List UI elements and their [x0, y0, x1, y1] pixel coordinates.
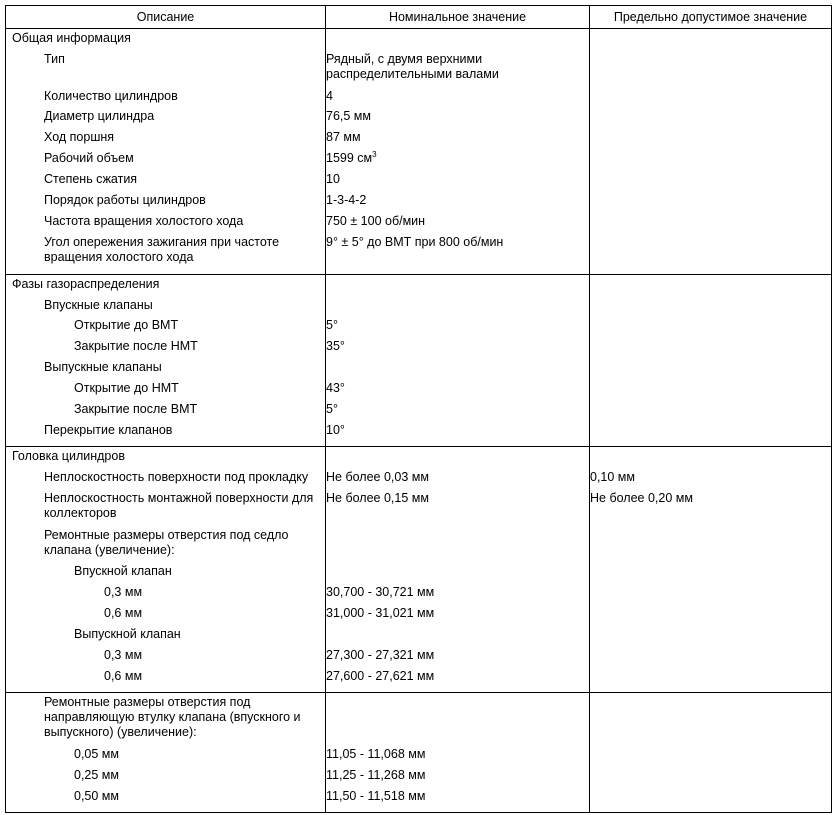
description-text: Частота вращения холостого хода: [44, 213, 244, 228]
nominal-value-text: [326, 379, 589, 399]
nominal-value-text: [326, 766, 589, 786]
limit-value-cell: [590, 421, 832, 447]
nominal-value-cell: [326, 233, 590, 274]
nominal-value-cell: [326, 421, 590, 447]
nominal-value-text: [326, 526, 589, 531]
table-row: [6, 604, 832, 625]
nominal-value: 5°: [326, 402, 338, 417]
description-cell: [6, 50, 326, 87]
description-text: Ремонтные размеры отверстия под направляющую втулку клапана (впускного и выпускного) (увеличение):: [44, 694, 301, 739]
header-description: Описание: [6, 6, 326, 29]
description-text: 0,6 мм: [104, 668, 143, 683]
nominal-value-cell: [326, 274, 590, 295]
description-text: Впускные клапаны: [44, 297, 153, 312]
nominal-value-cell: [326, 107, 590, 128]
nominal-value-cell: [326, 562, 590, 583]
description-text: Перекрытие клапанов: [44, 422, 173, 437]
description-cell: [6, 128, 326, 149]
table-row: [6, 692, 832, 745]
description-text: Тип: [44, 51, 65, 66]
nominal-value-text: [326, 667, 589, 687]
limit-value-text: [590, 233, 831, 238]
nominal-value-text: [326, 604, 589, 624]
table-row: [6, 358, 832, 379]
limit-value-text: [590, 447, 831, 452]
nominal-value-text: [326, 468, 589, 488]
table-section: [6, 29, 832, 275]
nominal-value-text: [326, 275, 589, 280]
nominal-value: 27,300 - 27,321 мм: [326, 647, 435, 662]
description-text: Выпускные клапаны: [44, 360, 162, 375]
nominal-value-cell: [326, 745, 590, 766]
spec-table: [5, 5, 832, 813]
nominal-value-cell: [326, 489, 590, 526]
table-row: [6, 191, 832, 212]
nominal-value-cell: [326, 604, 590, 625]
description-cell: [6, 379, 326, 400]
nominal-value-cell: [326, 358, 590, 379]
description-cell: [6, 667, 326, 693]
description-cell: [6, 107, 326, 128]
description-text: Открытие до НМТ: [74, 381, 179, 396]
nominal-value-cell: [326, 526, 590, 563]
description-cell: [6, 468, 326, 489]
nominal-value-text: [326, 87, 589, 107]
table-row: [6, 337, 832, 358]
description-cell: [6, 489, 326, 526]
limit-value-text: [590, 191, 831, 196]
table-row: [6, 667, 832, 693]
table-row: [6, 583, 832, 604]
nominal-value-text: [326, 787, 589, 807]
limit-value-text: Не более 0,20 мм: [590, 490, 693, 505]
description-cell: [6, 337, 326, 358]
description-cell: [6, 646, 326, 667]
table-row: [6, 400, 832, 421]
limit-value-cell: [590, 692, 832, 745]
nominal-value-text: [326, 358, 589, 363]
description-text: Неплоскостность монтажной поверхности для коллекторов: [44, 490, 314, 520]
description-text: Впускной клапан: [74, 564, 172, 579]
limit-value-text: [590, 400, 831, 405]
nominal-value-text: [326, 316, 589, 336]
nominal-value: 43°: [326, 381, 345, 396]
table-row: [6, 149, 832, 170]
limit-value-text: [590, 212, 831, 217]
limit-value-cell: [590, 358, 832, 379]
description-text: Угол опережения зажигания при частоте вращения холостого хода: [44, 234, 280, 264]
description-cell: [6, 745, 326, 766]
limit-value-text: [590, 526, 831, 531]
limit-value-cell: [590, 667, 832, 693]
nominal-value: 9° ± 5° до ВМТ при 800 об/мин: [326, 234, 504, 249]
limit-value-text: [590, 275, 831, 280]
nominal-value-text: [326, 745, 589, 765]
limit-value-text: [590, 646, 831, 651]
limit-value-text: [590, 379, 831, 384]
limit-value-text: [590, 693, 831, 698]
limit-value-text: [590, 170, 831, 175]
limit-value-cell: [590, 468, 832, 489]
description-cell: [6, 604, 326, 625]
nominal-value-text: [326, 170, 589, 190]
nominal-value: 31,000 - 31,021 мм: [326, 605, 435, 620]
limit-value-cell: [590, 170, 832, 191]
description-text: 0,50 мм: [74, 788, 119, 803]
description-cell: [6, 526, 326, 563]
limit-value-text: [590, 667, 831, 672]
description-text: Рабочий объем: [44, 151, 134, 166]
limit-value-cell: [590, 766, 832, 787]
nominal-value-text: [326, 296, 589, 301]
description-cell: [6, 233, 326, 274]
description-text: Ремонтные размеры отверстия под седло клапана (увеличение):: [44, 527, 289, 557]
description-text: Количество цилиндров: [44, 88, 178, 103]
limit-value-cell: [590, 337, 832, 358]
description-cell: [6, 787, 326, 813]
limit-value-cell: [590, 107, 832, 128]
nominal-value-cell: [326, 128, 590, 149]
nominal-value: 1-3-4-2: [326, 192, 367, 207]
nominal-value: 4: [326, 88, 333, 103]
limit-value-text: [590, 128, 831, 133]
limit-value-text: [590, 604, 831, 609]
nominal-value-cell: [326, 191, 590, 212]
limit-value-text: [590, 50, 831, 55]
limit-value-cell: [590, 489, 832, 526]
nominal-value: 35°: [326, 339, 345, 354]
description-cell: [6, 149, 326, 170]
limit-value-text: [590, 358, 831, 363]
limit-value-cell: [590, 583, 832, 604]
nominal-value-cell: [326, 787, 590, 813]
table-row: [6, 489, 832, 526]
table-row: [6, 526, 832, 563]
nominal-value: 11,05 - 11,068 мм: [326, 747, 426, 762]
description-cell: [6, 212, 326, 233]
nominal-value: Не более 0,15 мм: [326, 490, 429, 505]
description-cell: [6, 191, 326, 212]
header-limit: Предельно допустимое значение: [590, 6, 832, 29]
description-cell: [6, 692, 326, 745]
description-cell: [6, 87, 326, 108]
nominal-value: 76,5 мм: [326, 109, 371, 124]
description-cell: [6, 766, 326, 787]
table-row: [6, 468, 832, 489]
description-cell: [6, 29, 326, 50]
description-cell: [6, 400, 326, 421]
table-row: [6, 562, 832, 583]
limit-value-cell: [590, 562, 832, 583]
limit-value-cell: [590, 604, 832, 625]
description-text: Порядок работы цилиндров: [44, 192, 206, 207]
description-cell: [6, 421, 326, 447]
limit-value-text: [590, 316, 831, 321]
nominal-value: Не более 0,03 мм: [326, 470, 429, 485]
nominal-value-text: [326, 693, 589, 698]
limit-value-cell: [590, 400, 832, 421]
limit-value-text: [590, 421, 831, 426]
nominal-value-cell: [326, 667, 590, 693]
table-row: [6, 787, 832, 813]
nominal-value-cell: [326, 583, 590, 604]
limit-value-cell: [590, 296, 832, 317]
nominal-value-text: [326, 583, 589, 603]
limit-value-text: [590, 296, 831, 301]
limit-value-text: [590, 562, 831, 567]
table-row: [6, 87, 832, 108]
nominal-value-text: [326, 191, 589, 211]
nominal-value-text: [326, 233, 589, 253]
nominal-value-text: [326, 29, 589, 34]
nominal-value-text: [326, 646, 589, 666]
description-text: 0,25 мм: [74, 767, 119, 782]
description-text: 0,05 мм: [74, 747, 119, 762]
table-row: [6, 625, 832, 646]
table-section: [6, 274, 832, 446]
limit-value-cell: [590, 646, 832, 667]
nominal-value-cell: [326, 692, 590, 745]
limit-value-text: [590, 766, 831, 771]
description-cell: [6, 316, 326, 337]
nominal-value-cell: [326, 149, 590, 170]
limit-value-cell: [590, 316, 832, 337]
limit-value-text: 0,10 мм: [590, 470, 635, 485]
description-cell: [6, 358, 326, 379]
table-row: [6, 316, 832, 337]
description-text: 0,6 мм: [104, 605, 143, 620]
nominal-value-text: [326, 421, 589, 441]
nominal-value: Рядный, с двумя верхними распределительными валами: [326, 51, 499, 81]
nominal-value-cell: [326, 646, 590, 667]
description-text: Открытие до ВМТ: [74, 318, 179, 333]
limit-value-cell: [590, 625, 832, 646]
limit-value-cell: [590, 233, 832, 274]
description-text: Диаметр цилиндра: [44, 109, 155, 124]
nominal-value: 27,600 - 27,621 мм: [326, 668, 435, 683]
limit-value-cell: [590, 787, 832, 813]
limit-value-cell: [590, 745, 832, 766]
table-row: [6, 447, 832, 468]
table-row: [6, 296, 832, 317]
limit-value-text: [590, 149, 831, 154]
nominal-value-cell: [326, 400, 590, 421]
header-row: [6, 6, 832, 29]
table-row: [6, 745, 832, 766]
nominal-value-text: [326, 562, 589, 567]
limit-value-cell: [590, 29, 832, 50]
description-text: 0,3 мм: [104, 647, 143, 662]
nominal-value: 5°: [326, 318, 338, 333]
limit-value-cell: [590, 447, 832, 468]
description-text: Головка цилиндров: [12, 449, 125, 464]
table-row: [6, 421, 832, 447]
limit-value-cell: [590, 149, 832, 170]
nominal-value-cell: [326, 296, 590, 317]
limit-value-cell: [590, 87, 832, 108]
description-text: Фазы газораспределения: [12, 276, 160, 291]
nominal-value-text: [326, 625, 589, 630]
table-header: [6, 6, 832, 29]
description-cell: [6, 625, 326, 646]
limit-value-cell: [590, 212, 832, 233]
limit-value-text: [590, 583, 831, 588]
limit-value-cell: [590, 526, 832, 563]
nominal-value: 87 мм: [326, 130, 361, 145]
nominal-value-text: [326, 337, 589, 357]
nominal-value-cell: [326, 379, 590, 400]
table-row: [6, 379, 832, 400]
nominal-value-text: [326, 212, 589, 232]
nominal-value-cell: [326, 337, 590, 358]
limit-value-cell: [590, 50, 832, 87]
description-cell: [6, 562, 326, 583]
description-cell: [6, 447, 326, 468]
description-text: Ход поршня: [44, 130, 115, 145]
description-cell: [6, 274, 326, 295]
nominal-value-cell: [326, 625, 590, 646]
table-section: [6, 447, 832, 693]
limit-value-text: [590, 625, 831, 630]
limit-value-cell: [590, 379, 832, 400]
table-row: [6, 128, 832, 149]
description-text: Неплоскостность поверхности под прокладку: [44, 470, 309, 485]
table-row: [6, 766, 832, 787]
table-section: [6, 692, 832, 812]
nominal-value-text: [326, 149, 589, 169]
nominal-value-cell: [326, 468, 590, 489]
nominal-value: 750 ± 100 об/мин: [326, 213, 426, 228]
table-row: [6, 274, 832, 295]
description-text: Закрытие после НМТ: [74, 339, 198, 354]
table-row: [6, 50, 832, 87]
header-nominal: Номинальное значение: [326, 6, 590, 29]
nominal-value: 30,700 - 30,721 мм: [326, 584, 435, 599]
table-row: [6, 29, 832, 50]
nominal-value-cell: [326, 766, 590, 787]
nominal-value-text: [326, 447, 589, 452]
description-text: Общая информация: [12, 31, 131, 45]
limit-value-cell: [590, 128, 832, 149]
limit-value-cell: [590, 274, 832, 295]
limit-value-text: [590, 337, 831, 342]
nominal-value-cell: [326, 316, 590, 337]
nominal-value-cell: [326, 50, 590, 87]
nominal-value: 10°: [326, 422, 345, 437]
nominal-value-text: [326, 107, 589, 127]
description-text: 0,3 мм: [104, 584, 143, 599]
nominal-value: 11,50 - 11,518 мм: [326, 788, 426, 803]
nominal-value-cell: [326, 447, 590, 468]
table-row: [6, 170, 832, 191]
table-row: [6, 646, 832, 667]
nominal-value-text: [326, 400, 589, 420]
nominal-value-cell: [326, 87, 590, 108]
description-text: Закрытие после ВМТ: [74, 402, 198, 417]
unit-superscript: 3: [372, 150, 377, 160]
limit-value-text: [590, 107, 831, 112]
table-row: [6, 107, 832, 128]
table-row: [6, 212, 832, 233]
nominal-value-text: [326, 489, 589, 509]
nominal-value-text: [326, 128, 589, 148]
nominal-value-cell: [326, 170, 590, 191]
limit-value-text: [590, 745, 831, 750]
nominal-value-cell: [326, 29, 590, 50]
description-text: Выпускной клапан: [74, 626, 181, 641]
nominal-value: 11,25 - 11,268 мм: [326, 767, 426, 782]
description-cell: [6, 583, 326, 604]
limit-value-text: [590, 787, 831, 792]
nominal-value-cell: [326, 212, 590, 233]
description-text: Степень сжатия: [44, 172, 138, 187]
nominal-value-text: [326, 50, 589, 85]
nominal-value: 1599 см: [326, 151, 373, 166]
description-cell: [6, 170, 326, 191]
table-row: [6, 233, 832, 274]
description-cell: [6, 296, 326, 317]
limit-value-cell: [590, 191, 832, 212]
limit-value-text: [590, 87, 831, 92]
limit-value-text: [590, 29, 831, 34]
nominal-value: 10: [326, 172, 340, 187]
